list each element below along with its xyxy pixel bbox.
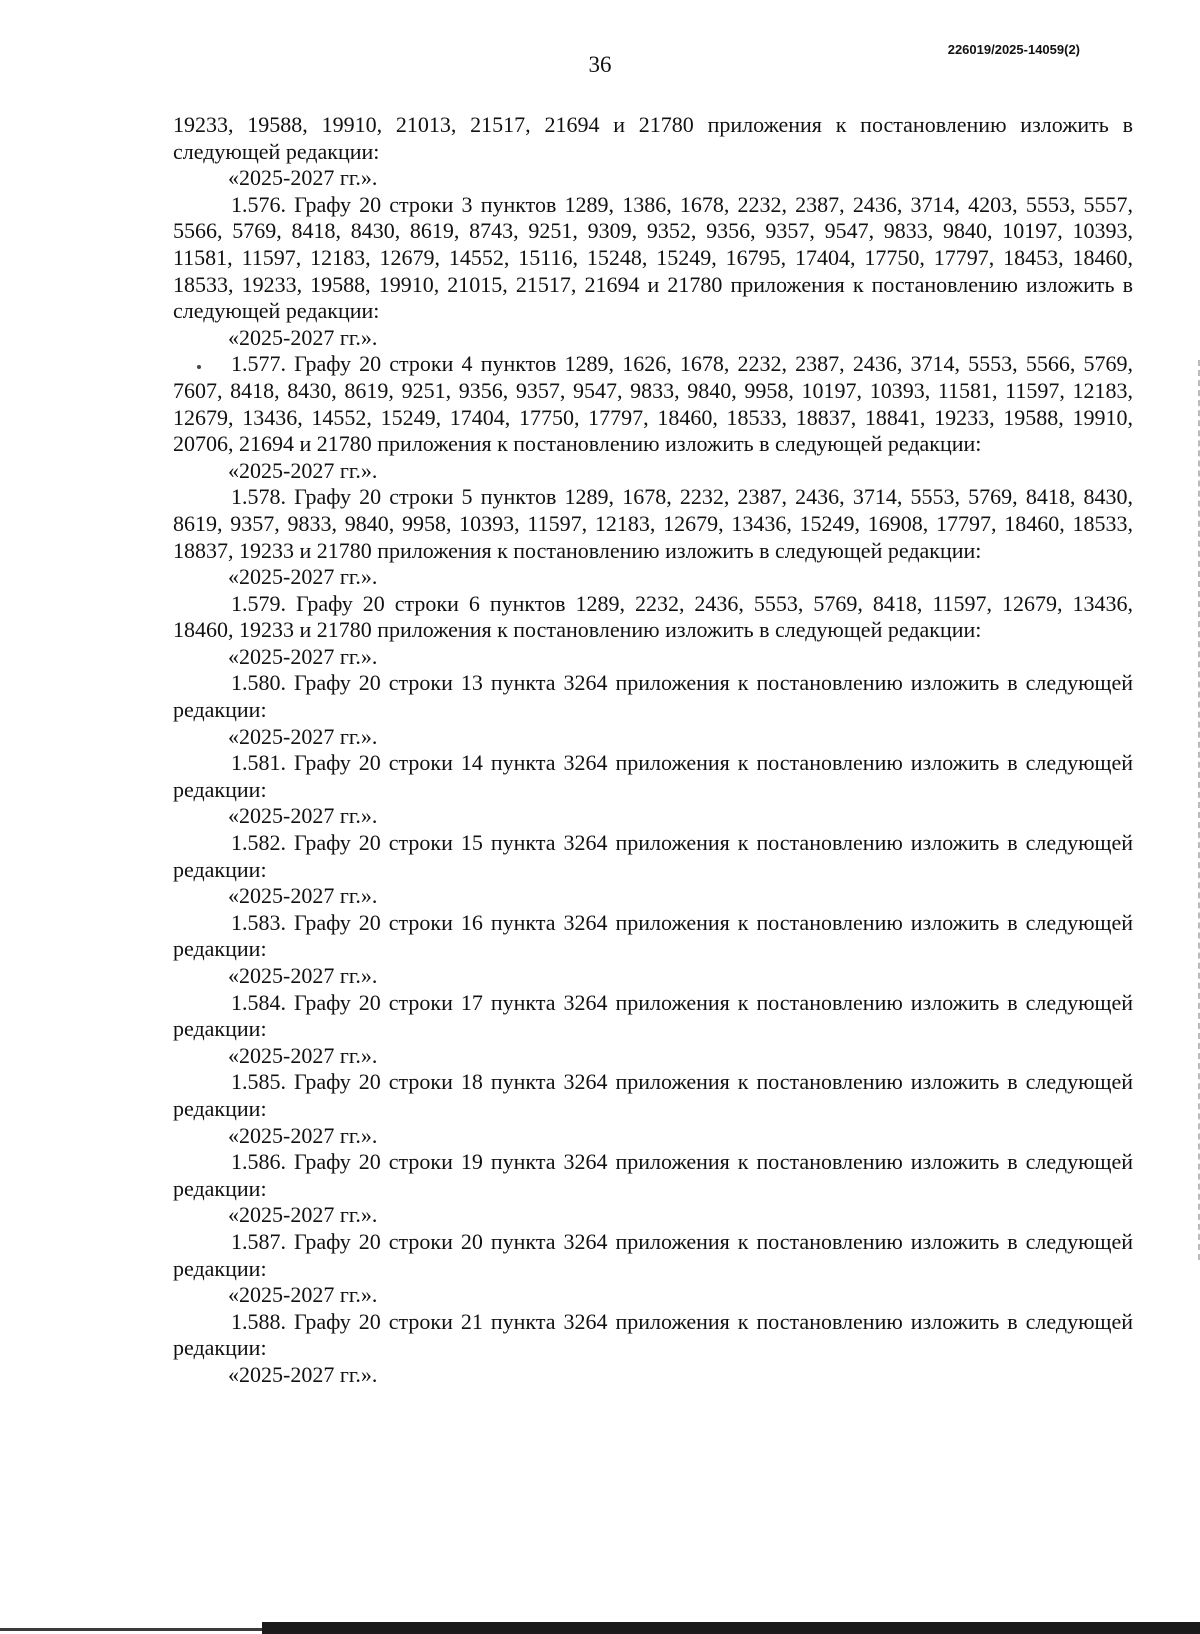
scan-bottom-line	[0, 1628, 262, 1631]
item-1-581: 1.581. Графу 20 строки 14 пункта 3264 приложения к постановлению изложить в следующей редакции:	[173, 750, 1133, 802]
item-1-578-edition: «2025-2027 гг.».	[228, 564, 378, 590]
scan-edge-mark	[1196, 360, 1200, 1260]
item-1-579-edition: «2025-2027 гг.».	[228, 643, 378, 669]
item-1-577-edition: «2025-2027 гг.».	[228, 457, 378, 483]
item-1-576-edition: «2025-2027 гг.».	[228, 324, 378, 350]
item-1-577: 1.577. Графу 20 строки 4 пунктов 1289, 1626, 1678, 2232, 2387, 2436, 3714, 5553, 5566, 5769, 7607, 8418, 8430, 8619, 9251, 9356, 9357, 9547, 9833, 9840, 9958, 10197, 10393, 11581, 11597, 12183, 12679, 13436, 14552, 15249, 17404, 17750, 17797, 18460, 18533, 18837, 18841, 19233, 19588, 19910, 20706, 21694 и 21780 приложения к постановлению изложить в следующей редакции:	[173, 351, 1133, 457]
item-1-585-edition: «2025-2027 гг.».	[228, 1122, 378, 1148]
item-1-586: 1.586. Графу 20 строки 19 пункта 3264 приложения к постановлению изложить в следующей редакции:	[173, 1149, 1133, 1201]
item-1-588-edition: «2025-2027 гг.».	[228, 1361, 378, 1387]
item-1-579: 1.579. Графу 20 строки 6 пунктов 1289, 2232, 2436, 5553, 5769, 8418, 11597, 12679, 13436, 18460, 19233 и 21780 приложения к постановлению изложить в следующей редакции:	[173, 590, 1133, 643]
item-1-584-edition: «2025-2027 гг.».	[228, 1042, 378, 1068]
item-1-583: 1.583. Графу 20 строки 16 пункта 3264 приложения к постановлению изложить в следующей редакции:	[173, 909, 1133, 962]
item-1-576: 1.576. Графу 20 строки 3 пунктов 1289, 1386, 1678, 2232, 2387, 2436, 3714, 4203, 5553, 5557, 5566, 5769, 8418, 8430, 8619, 8743, 9251, 9309, 9352, 9356, 9357, 9547, 9833, 9840, 10197, 10393, 11581, 11597, 12183, 12679, 14552, 15116, 15248, 15249, 16795, 17404, 17750, 17797, 18453, 18460, 18533, 19233, 19588, 19910, 21015, 21517, 21694 и 21780 приложения к постановлению изложить в следующей редакции:	[173, 191, 1133, 324]
item-1-587-edition: «2025-2027 гг.».	[228, 1282, 378, 1308]
scan-bottom-bar	[262, 1622, 1200, 1634]
document-id: 226019/2025-14059(2)	[947, 42, 1080, 57]
item-1-585: 1.585. Графу 20 строки 18 пункта 3264 приложения к постановлению изложить в следующей редакции:	[173, 1069, 1133, 1121]
item-1-580: 1.580. Графу 20 строки 13 пункта 3264 приложения к постановлению изложить в следующей редакции:	[173, 670, 1133, 723]
document-body	[173, 112, 1133, 1389]
item-1-582: 1.582. Графу 20 строки 15 пункта 3264 приложения к постановлению изложить в следующей редакции:	[173, 830, 1133, 882]
intro-edition: «2025-2027 гг.».	[228, 165, 378, 191]
scan-speck	[197, 365, 201, 369]
item-1-583-edition: «2025-2027 гг.».	[228, 963, 378, 988]
item-1-580-edition: «2025-2027 гг.».	[228, 723, 378, 749]
intro-paragraph: 19233, 19588, 19910, 21013, 21517, 21694 и 21780 приложения к постановлению изложить в следующей редакции:	[173, 112, 1133, 164]
page-number: 36	[588, 52, 612, 77]
item-1-584: 1.584. Графу 20 строки 17 пункта 3264 приложения к постановлению изложить в следующей редакции:	[173, 989, 1133, 1042]
item-1-581-edition: «2025-2027 гг.».	[228, 803, 378, 829]
item-1-586-edition: «2025-2027 гг.».	[228, 1202, 378, 1228]
item-1-582-edition: «2025-2027 гг.».	[228, 883, 378, 909]
item-1-578: 1.578. Графу 20 строки 5 пунктов 1289, 1678, 2232, 2387, 2436, 3714, 5553, 5769, 8418, 8430, 8619, 9357, 9833, 9840, 9958, 10393, 11597, 12183, 12679, 13436, 15249, 16908, 17797, 18460, 18533, 18837, 19233 и 21780 приложения к постановлению изложить в следующей редакции:	[173, 484, 1133, 563]
item-1-588: 1.588. Графу 20 строки 21 пункта 3264 приложения к постановлению изложить в следующей редакции:	[173, 1308, 1133, 1361]
item-1-587: 1.587. Графу 20 строки 20 пункта 3264 приложения к постановлению изложить в следующей редакции:	[173, 1228, 1133, 1281]
